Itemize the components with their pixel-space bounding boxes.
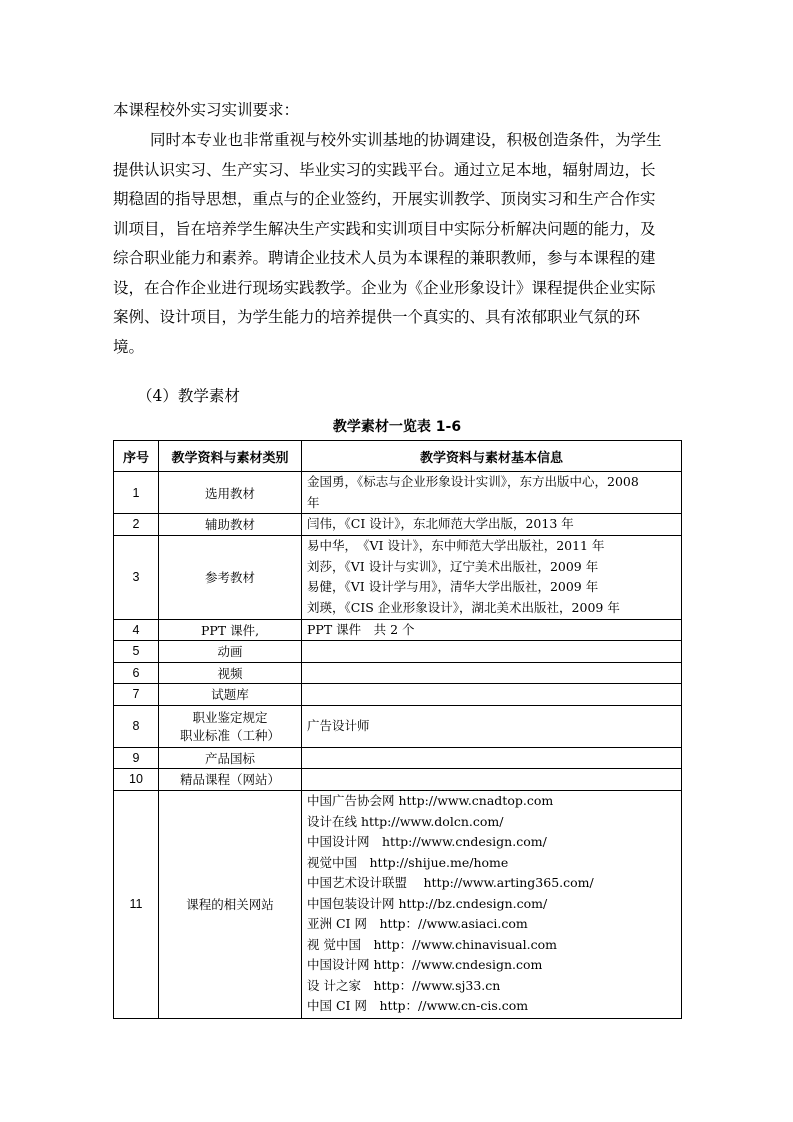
category-line: 动画 [217,644,243,660]
body-line: 设，在合作企业进行现场实践教学。企业为《企业形象设计》课程提供企业实际 [113,278,656,297]
cell-category [159,535,302,619]
category-line: 职业鉴定规定 [192,710,268,725]
table-header-row [114,441,682,472]
body-line: 期稳固的指导思想，重点与的企业签约，开展实训教学、顶岗实习和生产合作实 [113,190,656,208]
cell-category [159,472,302,514]
cell-number: 8 [114,705,159,747]
cell-info [302,514,682,536]
category-line: 视频 [217,665,243,681]
body-paragraph [113,126,681,362]
category-line: PPT 课件, [200,622,260,638]
cell-info [302,790,682,1018]
category-line: 辅助教材 [204,517,255,533]
info-line [307,748,676,769]
info-line: 设计在线 http://www.dolcn.com/ [307,813,504,829]
table-row [114,641,682,663]
info-line: 刘瑛，《CIS 企业形象设计》，湖北美术出版社，2009 年 [307,599,620,615]
category-line: 产品国标 [204,750,255,766]
info-line: 中国包装设计网 http://bz.cndesign.com/ [307,895,548,911]
header-type: 教学资料与素材类别 [159,441,302,472]
cell-info [302,641,682,663]
info-line: 易中华， 《VI 设计》，东中师范大学出版社，2011 年 [307,538,605,553]
table-row [114,619,682,641]
cell-category [159,790,302,1018]
cell-number: 5 [114,641,159,663]
header-info: 教学资料与素材基本信息 [302,441,682,472]
info-line [307,684,676,705]
body-line: 提供认识实习、生产实习、毕业实习的实践平台。通过立足本地，辐射周边，长 [113,160,656,179]
body-line: 同时本专业也非常重视与校外实训基地的协调建设，积极创造条件，为学生 [150,131,662,149]
info-line: 视 觉中国 http：//www.chinavisual.com [307,936,557,952]
cell-info [302,619,682,641]
cell-number: 11 [114,790,159,1018]
info-line [307,641,676,662]
cell-category [159,747,302,769]
info-line: 中国设计网 http：//www.cndesign.com [307,957,543,973]
cell-category [159,684,302,706]
category-line: 精品课程（网站） [179,772,280,788]
table-row [114,472,682,514]
cell-info [302,684,682,706]
cell-number: 6 [114,662,159,684]
table-row [114,769,682,791]
section-heading: 本课程校外实习实训要求： [113,101,300,119]
table-row [114,535,682,619]
info-line: 视觉中国 http://shijue.me/home [307,854,509,870]
table-row [114,790,682,1018]
cell-number: 2 [114,514,159,536]
table-row [114,662,682,684]
materials-table [113,440,682,1019]
info-line: 中国 CI 网 http：//www.cn-cis.com [307,998,529,1014]
cell-info [302,472,682,514]
cell-number: 4 [114,619,159,641]
info-line: 中国艺术设计联盟 http://www.arting365.com/ [307,875,594,891]
info-line: 设 计之家 http：//www.sj33.cn [307,977,501,993]
info-line: 金国勇，《标志与企业形象设计实训》，东方出版中心，2008 [307,474,639,489]
body-line: 训项目，旨在培养学生解决生产实践和实训项目中实际分析解决问题的能力，及 [113,219,656,238]
info-line [307,663,676,684]
table-row [114,514,682,536]
category-line: 试题库 [211,687,249,703]
info-line: 中国设计网 http://www.cndesign.com/ [307,834,547,850]
cell-info [302,535,682,619]
info-line: 闫伟，《CI 设计》，东北师范大学出版，2013 年 [307,516,574,531]
table-row [114,705,682,747]
info-line: PPT 课件 共 2 个 [307,621,415,637]
category-line: 参考教材 [204,570,255,585]
cell-category [159,705,302,747]
header-no: 序号 [114,441,159,472]
cell-category [159,769,302,791]
table-row [114,747,682,769]
info-line: 中国广告协会网 http://www.cnadtop.com [307,793,554,809]
info-line: 易健，《VI 设计学与用》，清华大学出版社，2009 年 [307,579,599,594]
cell-category [159,514,302,536]
table-row [114,684,682,706]
cell-number: 3 [114,535,159,619]
category-line: 选用教材 [204,485,255,501]
info-line: 年 [307,494,320,510]
body-line: 综合职业能力和素养。聘请企业技术人员为本课程的兼职教师，参与本课程的建 [113,249,656,267]
body-line: 境。 [113,337,145,356]
cell-info [302,662,682,684]
info-line: 广告设计师 [307,717,370,733]
body-line: 案例、设计项目，为学生能力的培养提供一个真实的、具有浓郁职业气氛的环 [113,308,641,326]
info-line: 刘莎，《VI 设计与实训》，辽宁美术出版社，2009 年 [307,558,599,574]
cell-info [302,705,682,747]
cell-info [302,747,682,769]
cell-category [159,619,302,641]
cell-number: 10 [114,769,159,791]
table-caption: 教学素材一览表 1-6 [332,419,462,435]
cell-category [159,641,302,663]
cell-info [302,769,682,791]
cell-number: 9 [114,747,159,769]
info-line: 亚洲 CI 网 http：//www.asiaci.com [307,916,528,932]
category-line: 职业标准（工种） [179,728,280,743]
cell-number: 1 [114,472,159,514]
info-line [307,769,676,790]
cell-number: 7 [114,684,159,706]
cell-category [159,662,302,684]
category-line: 课程的相关网站 [186,897,274,912]
subsection-heading: （4）教学素材 [137,387,240,405]
